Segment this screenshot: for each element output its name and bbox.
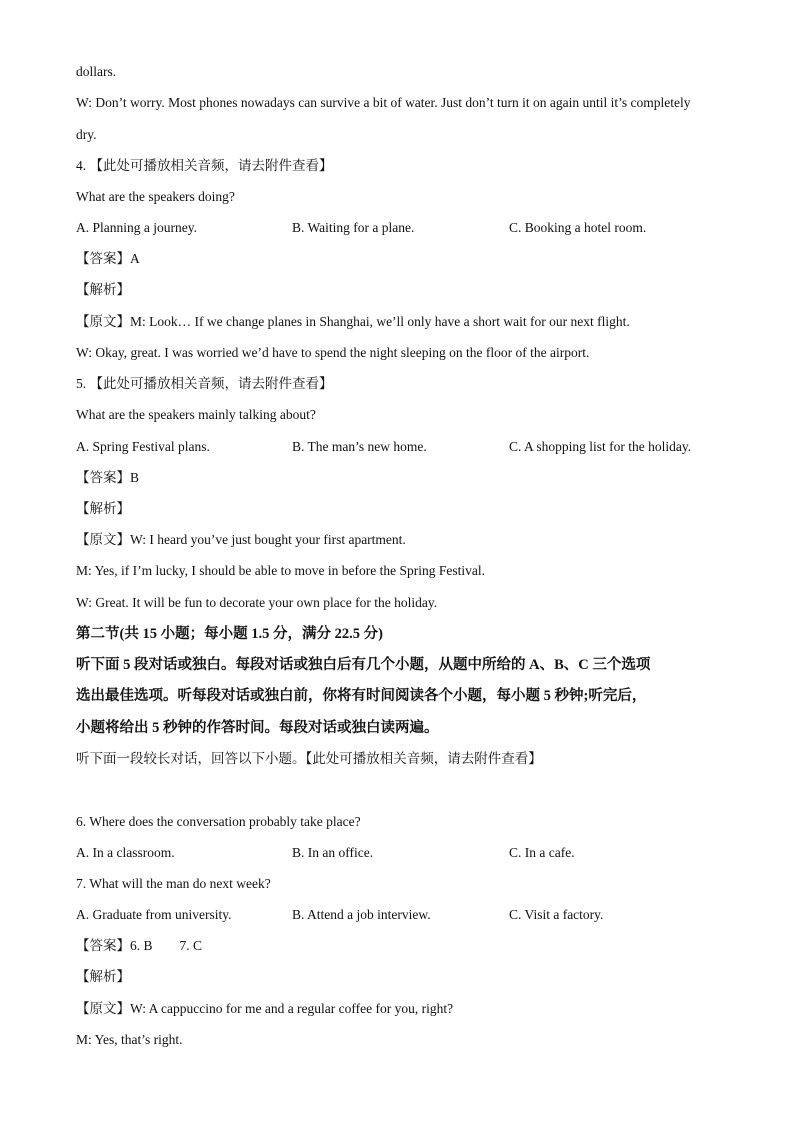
question-6-prompt: 6. Where does the conversation probably take place? (76, 814, 361, 829)
question-6-option-b: B. In an office. (292, 845, 374, 860)
question-7-prompt: 7. What will the man do next week? (76, 876, 271, 891)
analysis-label: 【解析】 (76, 969, 130, 984)
transcript-line: M: Yes, if I’m lucky, I should be able to move in before the Spring Festival. (76, 563, 485, 578)
answer-label: 【答案】6. B 7. C (76, 938, 203, 953)
question-4-option-c: C. Booking a hotel room. (509, 220, 647, 235)
text-line: dollars. (76, 64, 117, 79)
question-4-prompt: What are the speakers doing? (76, 189, 235, 204)
transcript-line: 【原文】M: Look… If we change planes in Shanghai, we’ll only have a short wait for our next flight. (76, 314, 630, 329)
answer-label: 【答案】B (76, 470, 140, 485)
question-5-option-b: B. The man’s new home. (292, 439, 427, 454)
question-5-option-a: A. Spring Festival plans. (76, 439, 210, 454)
answer-label: 【答案】A (76, 251, 140, 266)
section-title: 第二节(共 15 小题；每小题 1.5 分，满分 22.5 分) (76, 626, 383, 642)
question-5-option-c: C. A shopping list for the holiday. (509, 439, 692, 454)
analysis-label: 【解析】 (76, 501, 130, 516)
question-4-option-a: A. Planning a journey. (76, 220, 197, 235)
question-7-option-a: A. Graduate from university. (76, 907, 232, 922)
question-6-option-c: C. In a cafe. (509, 845, 575, 860)
transcript-line: 【原文】W: I heard you’ve just bought your first apartment. (76, 532, 406, 547)
section-instructions: 小题将给出 5 秒钟的作答时间。每段对话或独白读两遍。 (76, 720, 439, 736)
question-5-heading: 5. 【此处可播放相关音频，请去附件查看】 (76, 376, 333, 391)
question-4-option-b: B. Waiting for a plane. (292, 220, 415, 235)
transcript-line: M: Yes, that’s right. (76, 1032, 183, 1047)
section-instructions: 听下面 5 段对话或独白。每段对话或独白后有几个小题，从题中所给的 A、B、C 三个选项 (76, 657, 651, 673)
question-7-option-c: C. Visit a factory. (509, 907, 604, 922)
question-5-prompt: What are the speakers mainly talking about? (76, 407, 316, 422)
transcript-line: W: Okay, great. I was worried we’d have to spend the night sleeping on the floor of the airport. (76, 345, 590, 360)
dialogue-instruction: 听下面一段较长对话，回答以下小题。【此处可播放相关音频，请去附件查看】 (76, 751, 542, 766)
transcript-line: W: Great. It will be fun to decorate your own place for the holiday. (76, 595, 438, 610)
transcript-line: 【原文】W: A cappuccino for me and a regular coffee for you, right? (76, 1001, 454, 1016)
text-line: W: Don’t worry. Most phones nowadays can survive a bit of water. Just don’t turn it on again until it’s completely (76, 95, 691, 110)
question-7-option-b: B. Attend a job interview. (292, 907, 431, 922)
text-line: dry. (76, 127, 97, 142)
section-instructions: 选出最佳选项。听每段对话或独白前，你将有时间阅读各个小题，每小题 5 秒钟;听完后， (76, 688, 647, 704)
analysis-label: 【解析】 (76, 282, 130, 297)
question-6-option-a: A. In a classroom. (76, 845, 175, 860)
question-4-heading: 4. 【此处可播放相关音频，请去附件查看】 (76, 158, 333, 173)
